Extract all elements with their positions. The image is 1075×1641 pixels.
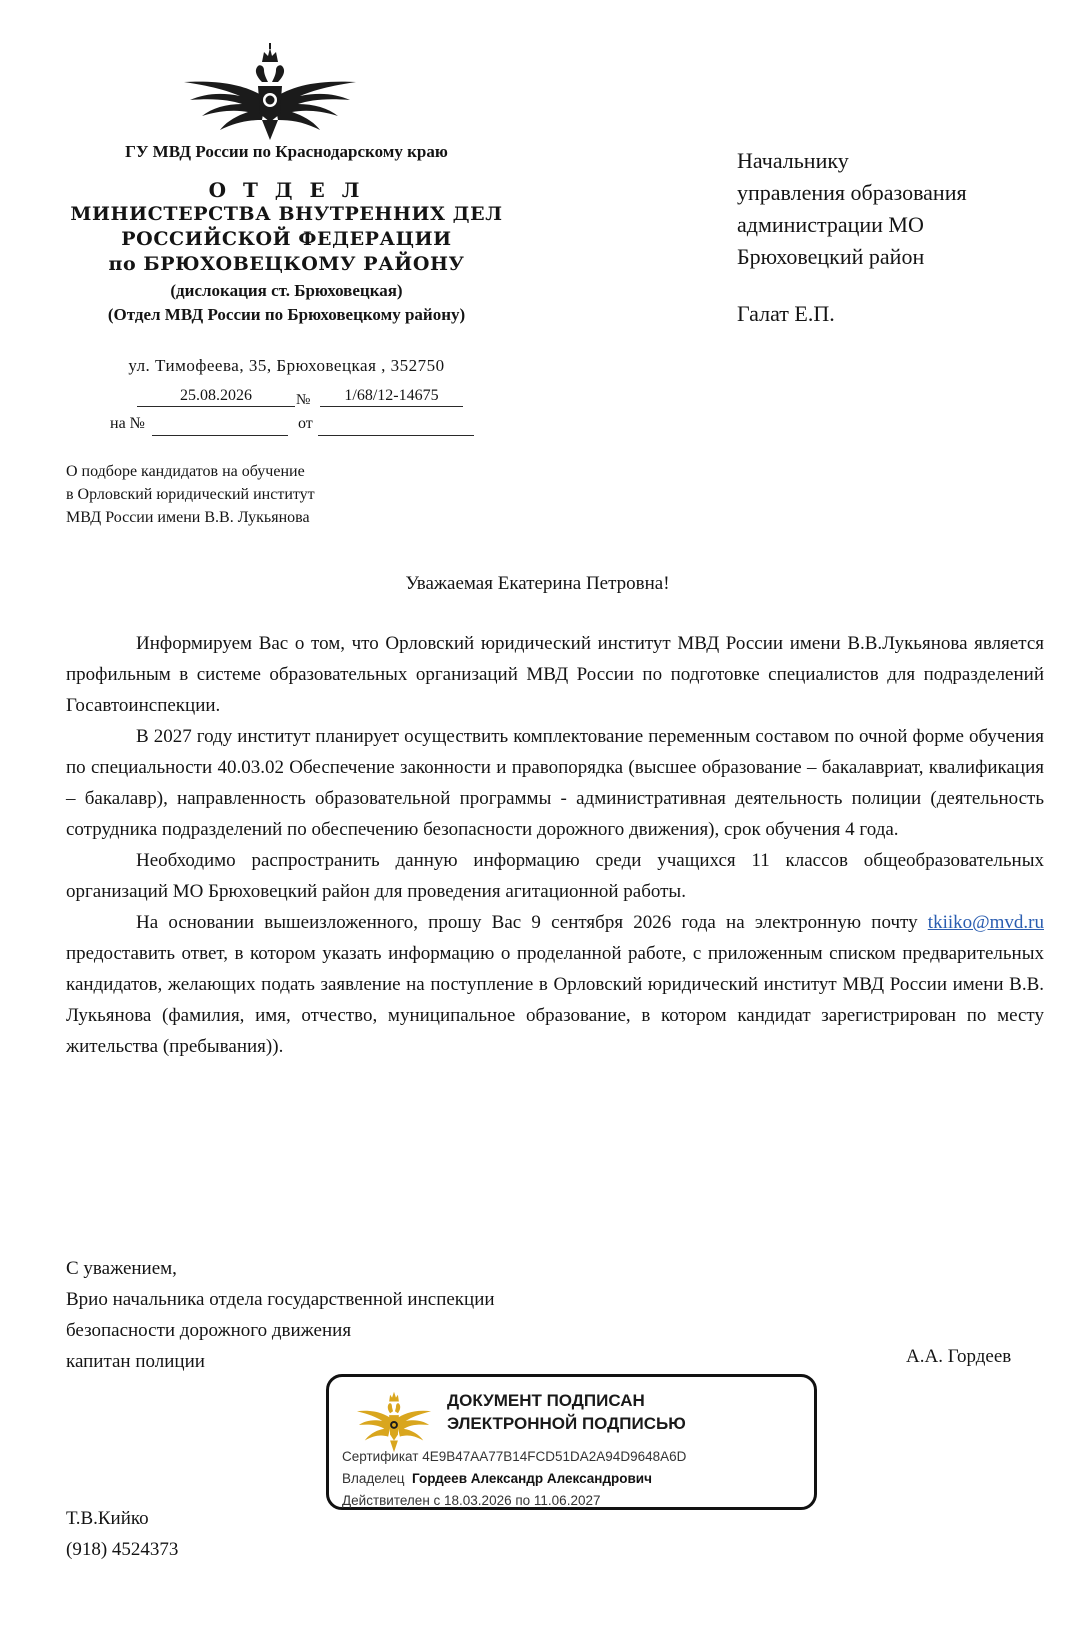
stamp-certificate: Сертификат 4E9B47AA77B14FCD51DA2A94D9648A6D: [342, 1449, 687, 1464]
from-field: [318, 415, 474, 436]
stamp-title-line1: ДОКУМЕНТ ПОДПИСАН: [447, 1391, 645, 1410]
body-paragraph-request: [66, 907, 1044, 1062]
email-link[interactable]: tkiiko@mvd.ru: [927, 912, 1044, 933]
header-federation: РОССИЙСКОЙ ФЕДЕРАЦИИ: [121, 228, 452, 250]
stamp-validity: Действителен с 18.03.2026 по 11.06.2027: [342, 1493, 601, 1508]
addressee-line: администрации МО: [737, 212, 924, 237]
signer-name: А.А. Гордеев: [906, 1346, 1012, 1367]
request-text-before: На основании вышеизложенного, прошу Вас 9 сентября 2026 года на электронную почту: [136, 912, 918, 933]
addressee-line: Начальнику: [737, 148, 849, 173]
stamp-owner-label: Владелец: [342, 1471, 405, 1486]
salutation: Уважаемая Екатерина Петровна!: [405, 573, 670, 594]
closing-block: [66, 1253, 495, 1377]
header-gu: ГУ МВД России по Краснодарскому краю: [125, 142, 448, 161]
subject-line: О подборе кандидатов на обучение: [66, 463, 305, 480]
addressee-line: Брюховецкий район: [737, 244, 925, 269]
header-otdel: О Т Д Е Л: [208, 178, 365, 202]
stamp-owner-name: Гордеев Александр Александрович: [411, 1471, 652, 1486]
header-dislocation: (дислокация ст. Брюховецкая): [170, 281, 403, 300]
executor-name: Т.В.Кийко: [66, 1508, 149, 1529]
stamp-owner: [342, 1471, 652, 1486]
body-paragraph: В 2027 году институт планирует осуществить комплектование переменным составом по очной форме обучения по специальности 40.03.02 Обеспечение законности и правопорядка (высшее образование – бакалавриат, квалификация – бакалавр), направленность образовательной программы - административная деятельность полиции (деятельность сотрудника подразделений по обеспечению безопасности дорожного движения), срок обучения 4 года.: [66, 726, 1044, 840]
registration-number: 1/68/12-14675: [320, 386, 463, 407]
sender-address: ул. Тимофеева, 35, Брюховецкая , 352750: [128, 356, 445, 375]
stamp-title-line2: ЭЛЕКТРОННОЙ ПОДПИСЬЮ: [447, 1414, 686, 1433]
executor-phone: (918) 4524373: [66, 1539, 179, 1560]
mvd-eagle-emblem: [170, 42, 370, 142]
subject-line: МВД России имени В.В. Лукьянова: [66, 509, 310, 526]
from-label: от: [298, 415, 313, 432]
closing-line: С уважением,: [66, 1258, 177, 1279]
reply-to-field: [152, 415, 288, 436]
contact-block: [66, 1503, 178, 1565]
addressee-block: [737, 145, 967, 273]
body-paragraph: Информируем Вас о том, что Орловский юридический институт МВД России имени В.В.Лукьянова является профильным в системе образовательных организаций МВД России по подготовке специалистов для подразделений Госавтоинспекции.: [66, 633, 1044, 716]
body-paragraph: Необходимо распространить данную информацию среди учащихся 11 классов общеобразовательных организаций МО Брюховецкий район для проведения агитационной работы.: [66, 850, 1044, 902]
letter-subject: [66, 460, 315, 529]
closing-line: капитан полиции: [66, 1351, 205, 1372]
addressee-line: управления образования: [737, 180, 967, 205]
registration-number-label: №: [296, 392, 311, 408]
gold-eagle-icon: [355, 1389, 433, 1455]
request-text-after: предоставить ответ, в котором указать информацию о проделанной работе, с приложенным списком предварительных кандидатов, желающих подать заявление на поступление в Орловский юридический институт МВД России имени В.В. Лукьянова (фамилия, имя, отчество, муниципальное образование, в котором кандидат зарегистрирован по месту жительства (пребывания)).: [66, 943, 1044, 1057]
subject-line: в Орловский юридический институт: [66, 486, 315, 503]
header-district: по БРЮХОВЕЦКОМУ РАЙОНУ: [108, 253, 465, 275]
registration-date: 25.08.2026: [137, 386, 295, 407]
closing-line: Врио начальника отдела государственной инспекции: [66, 1289, 495, 1310]
closing-line: безопасности дорожного движения: [66, 1320, 352, 1341]
header-ministry: МИНИСТЕРСТВА ВНУТРЕННИХ ДЕЛ: [70, 203, 503, 225]
electronic-signature-stamp: [326, 1374, 817, 1510]
letter-body: [66, 628, 1044, 1062]
header-short-name: (Отдел МВД России по Брюховецкому району): [107, 305, 466, 324]
reply-to-label: на №: [110, 415, 145, 432]
addressee-name: Галат Е.П.: [737, 301, 835, 326]
